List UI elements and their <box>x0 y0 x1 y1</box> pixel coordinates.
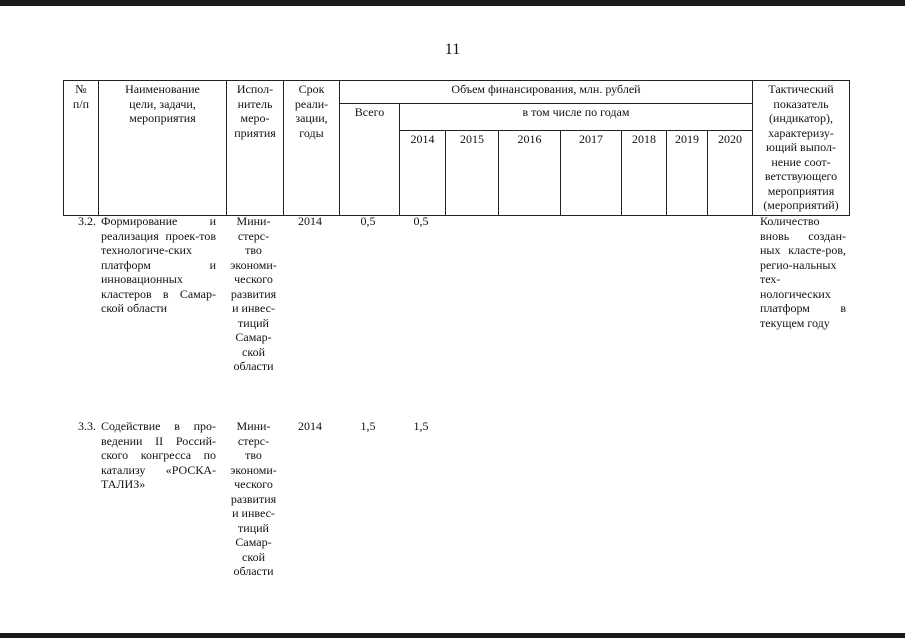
row-executor: Мини- стерс- тво экономи- ческого развития и инвес- тиций Самар- ской области <box>230 214 277 373</box>
row-number: 3.3. <box>78 419 96 433</box>
row-name: Содействие в про-ведении II Россий-ского конгресса по катализу «РОСКА-ТАЛИЗ» <box>101 419 216 491</box>
header-name: Наименование цели, задачи, мероприятия <box>99 81 227 216</box>
header-year-2015: 2015 <box>446 131 499 216</box>
row-term: 2014 <box>298 214 322 228</box>
header-by-years: в том числе по годам <box>400 104 753 131</box>
row-name: Формирование и реализация проек-тов технологиче-ских платформ и инновационных кластеров в Самар-ской области <box>101 214 216 315</box>
row-indicator: Количество вновь создан-ных класте-ров, регио-нальных тех-нологических платформ в текущем году <box>760 214 846 330</box>
bottom-border-line <box>0 633 905 638</box>
header-year-2014: 2014 <box>400 131 446 216</box>
funding-table-header <box>63 80 850 216</box>
row-year-2014: 1,5 <box>413 419 429 433</box>
header-year-2019: 2019 <box>667 131 708 216</box>
header-year-2018: 2018 <box>622 131 667 216</box>
row-year-2014: 0,5 <box>413 214 429 228</box>
header-total: Всего <box>340 104 400 216</box>
row-total: 1,5 <box>360 419 376 433</box>
row-total: 0,5 <box>360 214 376 228</box>
row-term: 2014 <box>298 419 322 433</box>
header-term: Срок реали- зации, годы <box>284 81 340 216</box>
row-number: 3.2. <box>78 214 96 228</box>
top-border-line <box>0 0 905 6</box>
header-year-2017: 2017 <box>561 131 622 216</box>
row-executor: Мини- стерс- тво экономи- ческого развития и инвес- тиций Самар- ской области <box>230 419 277 578</box>
header-executor: Испол- нитель меро- приятия <box>227 81 284 216</box>
header-num: № п/п <box>64 81 99 216</box>
header-year-2020: 2020 <box>708 131 753 216</box>
page-number: 11 <box>444 41 461 58</box>
header-indicator: Тактический показатель (индикатор), характеризу- ющий выпол- нение соот- ветствующего мероприятия (мероприятий) <box>753 81 850 216</box>
header-year-2016: 2016 <box>499 131 561 216</box>
header-funding: Объем финансирования, млн. рублей <box>340 81 753 104</box>
